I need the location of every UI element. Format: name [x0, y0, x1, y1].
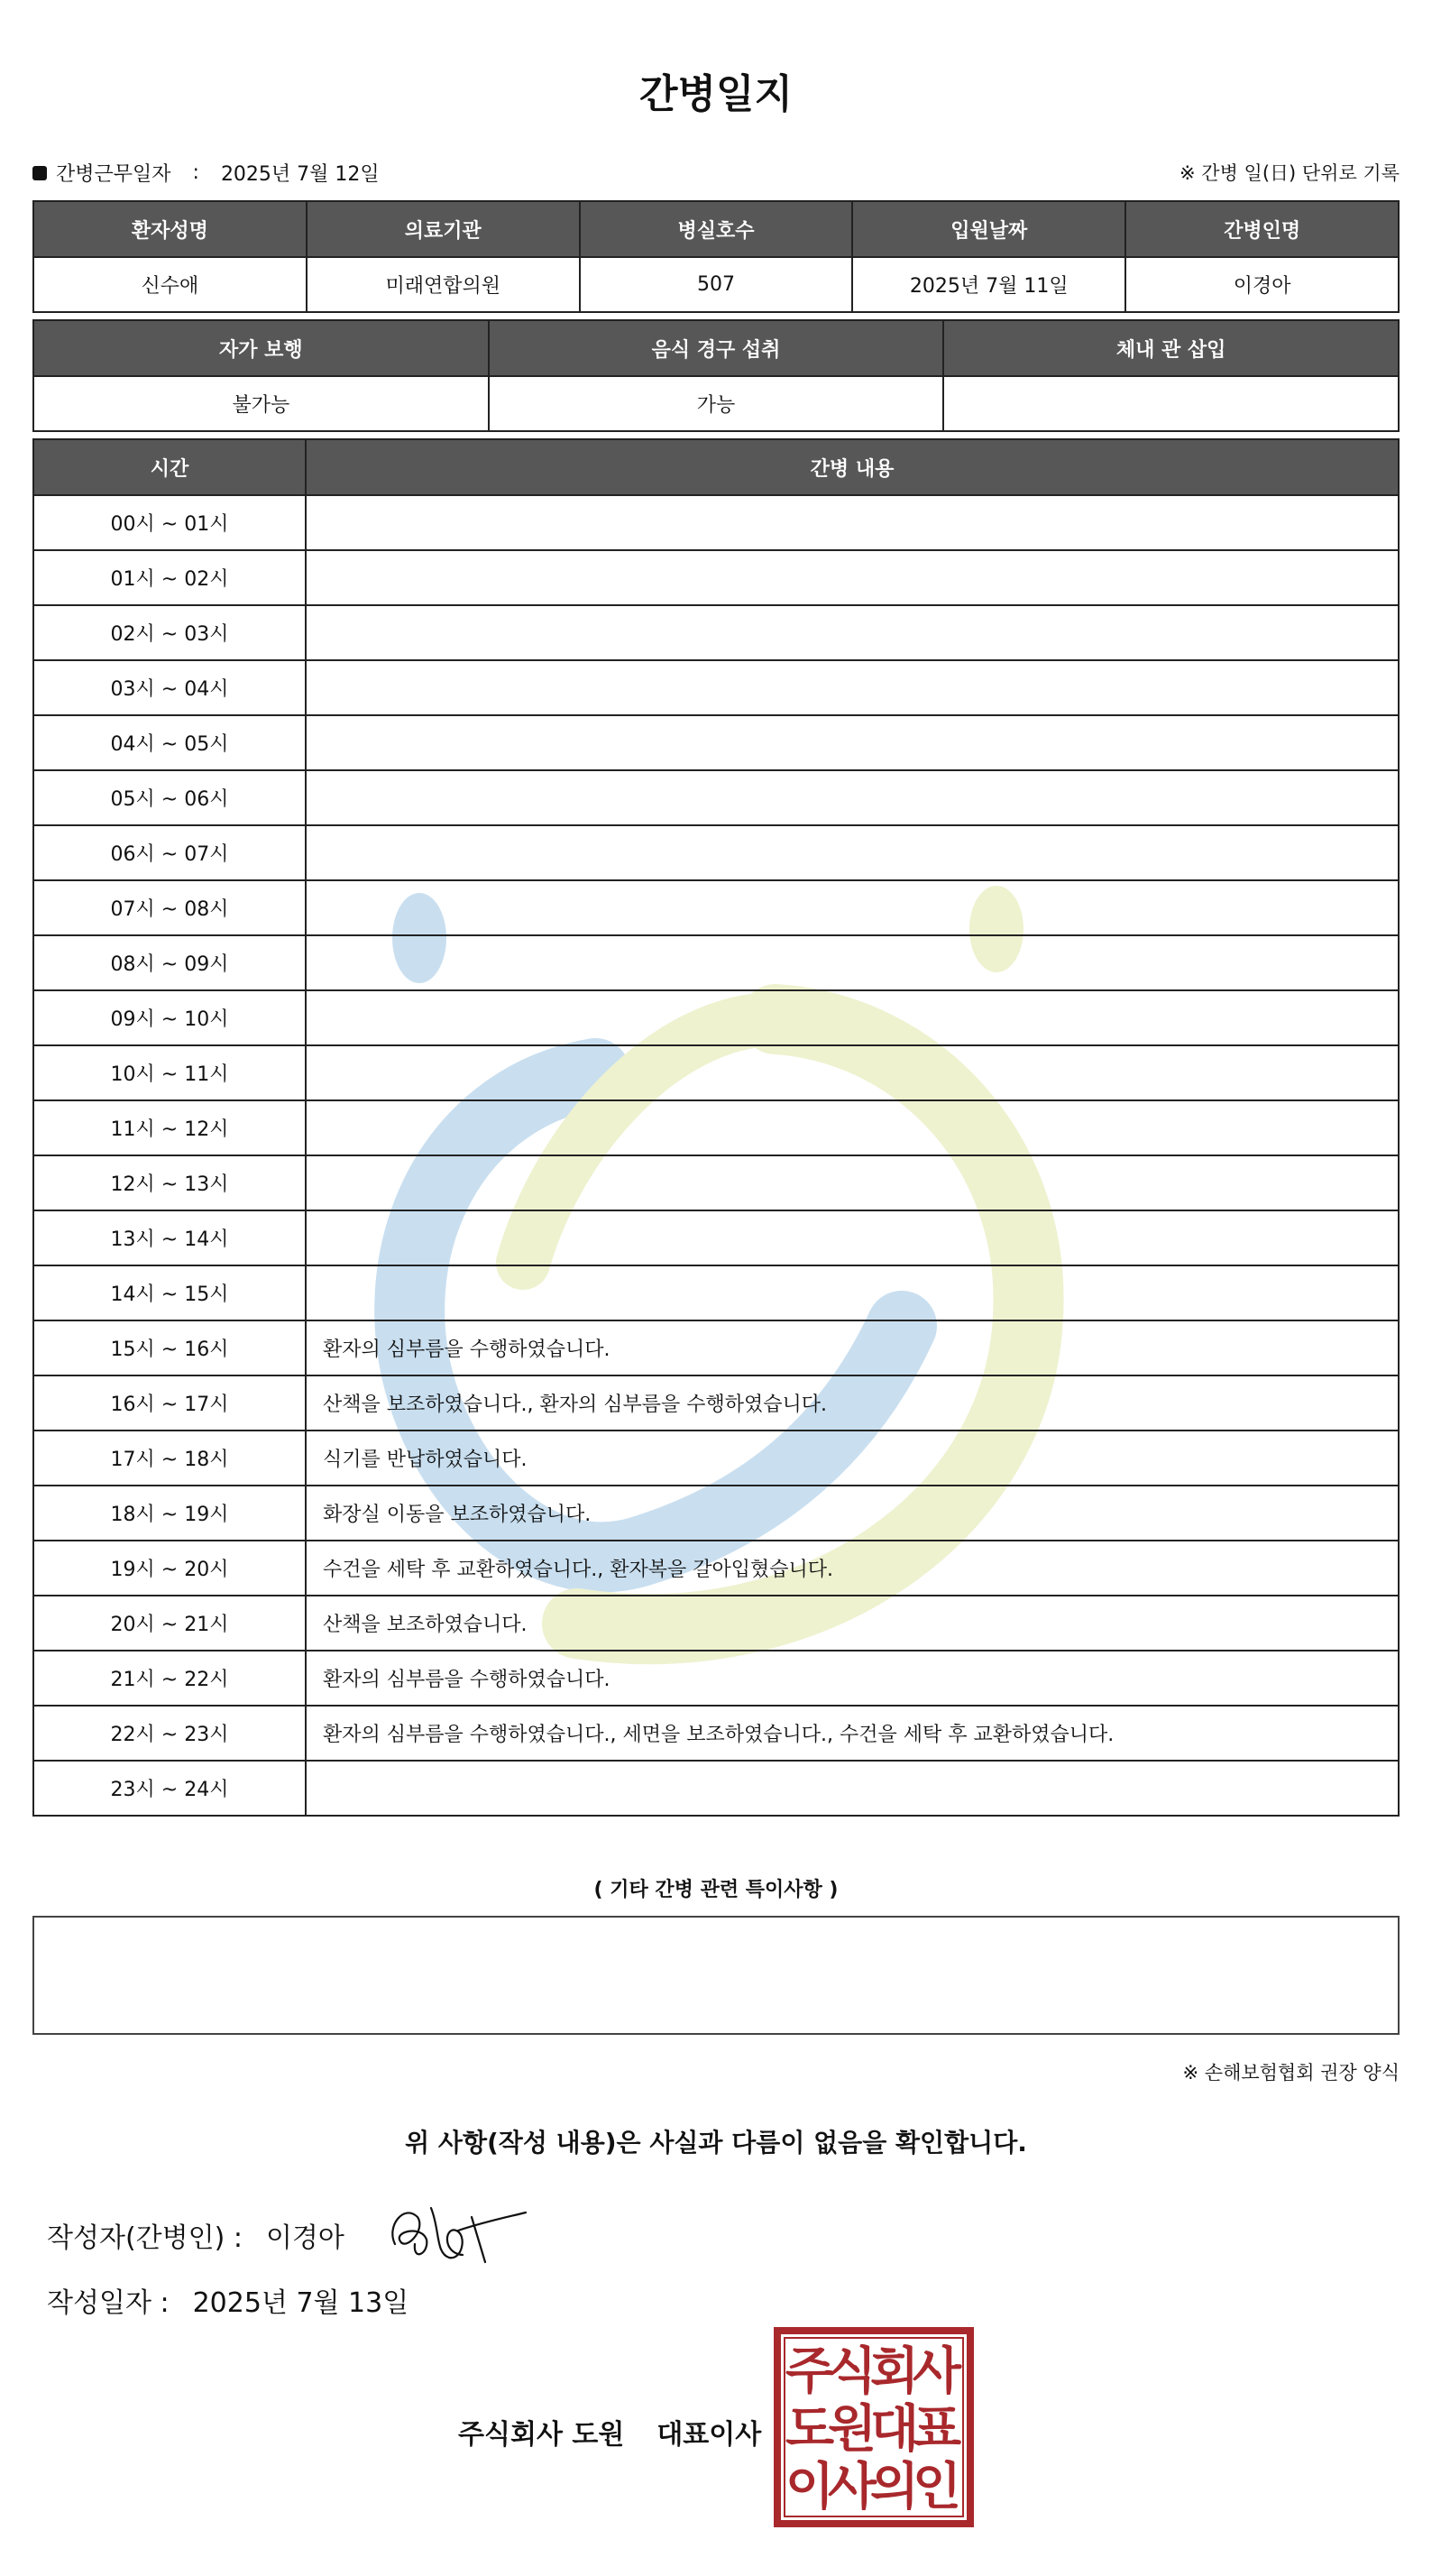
- care-content: [306, 660, 1399, 715]
- care-log-table: [32, 438, 1400, 1817]
- care-content: [306, 1045, 1399, 1100]
- table-row: [33, 1265, 1399, 1320]
- seal-character: 주: [785, 2342, 835, 2401]
- time-slot: 08시 ~ 09시: [33, 935, 306, 990]
- patient-name: 신수애: [33, 257, 307, 312]
- company-title: 대표이사: [656, 2419, 762, 2451]
- table-row: [33, 935, 1399, 990]
- time-slot: 13시 ~ 14시: [33, 1210, 306, 1265]
- time-slot: 18시 ~ 19시: [33, 1486, 306, 1541]
- care-content: 수건을 세탁 후 교환하였습니다., 환자복을 갈아입혔습니다.: [306, 1541, 1399, 1596]
- care-content: [306, 935, 1399, 990]
- square-bullet-icon: [32, 166, 47, 180]
- self-walking-value: 불가능: [33, 376, 489, 431]
- time-slot: 11시 ~ 12시: [33, 1100, 306, 1155]
- time-slot: 03시 ~ 04시: [33, 660, 306, 715]
- table-row: [33, 880, 1399, 935]
- room-number: 507: [580, 257, 853, 312]
- time-slot: 17시 ~ 18시: [33, 1431, 306, 1486]
- care-content: [306, 1155, 1399, 1210]
- time-slot: 09시 ~ 10시: [33, 990, 306, 1045]
- special-notes-box: [32, 1916, 1400, 2035]
- company-seal-stamp: [774, 2327, 974, 2527]
- time-slot: 12시 ~ 13시: [33, 1155, 306, 1210]
- care-content: [306, 495, 1399, 550]
- table-row: [33, 1431, 1399, 1486]
- table-row: [33, 1210, 1399, 1265]
- header-caregiver-name: 간병인명: [1125, 201, 1399, 257]
- tube-insertion-value: [943, 376, 1399, 431]
- table-row: [33, 1320, 1399, 1375]
- oral-intake-value: 가능: [489, 376, 944, 431]
- care-content: [306, 1100, 1399, 1155]
- writer-line: [47, 2215, 344, 2255]
- page-title: 간병일지: [638, 71, 793, 117]
- table-row: [33, 1375, 1399, 1431]
- table-row: [33, 1596, 1399, 1651]
- seal-character: 사: [827, 2458, 877, 2516]
- table-row: [33, 1486, 1399, 1541]
- time-slot: 07시 ~ 08시: [33, 880, 306, 935]
- work-date-value: 2025년 7월 12일: [220, 163, 380, 186]
- seal-character: 인: [912, 2458, 962, 2516]
- seal-character: 사: [912, 2342, 962, 2401]
- care-content: [306, 990, 1399, 1045]
- header-room-number: 병실호수: [580, 201, 853, 257]
- header-medical-institution: 의료기관: [307, 201, 580, 257]
- header-self-walking: 자가 보행: [33, 320, 489, 376]
- patient-info-value-row: [33, 257, 1399, 312]
- company-line: [458, 2412, 761, 2452]
- header-patient-name: 환자성명: [33, 201, 307, 257]
- work-date-label: 간병근무일자: [56, 163, 171, 186]
- header-tube-insertion: 체내 관 삽입: [943, 320, 1399, 376]
- seal-character: 원: [827, 2400, 877, 2459]
- table-row: [33, 1541, 1399, 1596]
- table-row: [33, 1045, 1399, 1100]
- care-content: 산책을 보조하였습니다.: [306, 1596, 1399, 1651]
- care-content: 환자의 심부름을 수행하였습니다.: [306, 1651, 1399, 1706]
- care-content: 환자의 심부름을 수행하였습니다.: [306, 1320, 1399, 1375]
- handwritten-signature: [377, 2190, 530, 2271]
- time-slot: 19시 ~ 20시: [33, 1541, 306, 1596]
- seal-character: 이: [785, 2458, 835, 2516]
- work-date-colon: :: [192, 161, 199, 184]
- care-content: [306, 770, 1399, 825]
- care-content: [306, 605, 1399, 660]
- patient-status-value-row: [33, 376, 1399, 431]
- time-slot: 14시 ~ 15시: [33, 1265, 306, 1320]
- care-content: [306, 1761, 1399, 1816]
- table-row: [33, 1706, 1399, 1761]
- work-date-line: [32, 159, 380, 187]
- table-row: [33, 495, 1399, 550]
- caregiver-name: 이경아: [1125, 257, 1399, 312]
- table-row: [33, 990, 1399, 1045]
- confirmation-statement: 위 사항(작성 내용)은 사실과 다름이 없음을 확인합니다.: [405, 2128, 1027, 2157]
- time-slot: 22시 ~ 23시: [33, 1706, 306, 1761]
- care-log-body: [33, 495, 1399, 1816]
- table-row: [33, 605, 1399, 660]
- seal-character: 대: [869, 2400, 920, 2459]
- admission-date: 2025년 7월 11일: [852, 257, 1125, 312]
- table-row: [33, 550, 1399, 605]
- time-slot: 20시 ~ 21시: [33, 1596, 306, 1651]
- time-slot: 23시 ~ 24시: [33, 1761, 306, 1816]
- time-slot: 00시 ~ 01시: [33, 495, 306, 550]
- time-slot: 06시 ~ 07시: [33, 825, 306, 880]
- care-content: [306, 1210, 1399, 1265]
- company-name: 주식회사 도원: [458, 2419, 625, 2451]
- header-oral-intake: 음식 경구 섭취: [489, 320, 944, 376]
- seal-character: 의: [869, 2458, 920, 2516]
- time-slot: 04시 ~ 05시: [33, 715, 306, 770]
- patient-info-header-row: [33, 201, 1399, 257]
- care-content: [306, 715, 1399, 770]
- table-row: [33, 660, 1399, 715]
- table-row: [33, 825, 1399, 880]
- header-care-content: 간병 내용: [306, 439, 1399, 495]
- form-source-note: ※ 손해보험협회 권장 양식: [1182, 2062, 1400, 2084]
- written-date-label: 작성일자 :: [47, 2287, 170, 2319]
- table-row: [33, 1155, 1399, 1210]
- seal-character: 표: [912, 2400, 962, 2459]
- seal-character: 식: [827, 2342, 877, 2401]
- time-slot: 10시 ~ 11시: [33, 1045, 306, 1100]
- written-date-value: 2025년 7월 13일: [192, 2287, 409, 2319]
- care-log-header-row: [33, 439, 1399, 495]
- table-row: [33, 1761, 1399, 1816]
- header-admission-date: 입원날짜: [852, 201, 1125, 257]
- care-content: 식기를 반납하였습니다.: [306, 1431, 1399, 1486]
- care-content: [306, 880, 1399, 935]
- patient-status-header-row: [33, 320, 1399, 376]
- header-time: 시간: [33, 439, 306, 495]
- time-slot: 16시 ~ 17시: [33, 1375, 306, 1431]
- medical-institution: 미래연합의원: [307, 257, 580, 312]
- table-row: [33, 1651, 1399, 1706]
- time-slot: 05시 ~ 06시: [33, 770, 306, 825]
- special-notes-title: ( 기타 간병 관련 특이사항 ): [593, 1879, 839, 1901]
- care-content: [306, 1265, 1399, 1320]
- time-slot: 15시 ~ 16시: [33, 1320, 306, 1375]
- time-slot: 01시 ~ 02시: [33, 550, 306, 605]
- table-row: [33, 1100, 1399, 1155]
- care-content: [306, 825, 1399, 880]
- record-unit-note: ※ 간병 일(日) 단위로 기록: [1180, 162, 1400, 184]
- patient-info-table: [32, 200, 1400, 313]
- table-row: [33, 770, 1399, 825]
- seal-character: 도: [785, 2400, 835, 2459]
- care-content: 산책을 보조하였습니다., 환자의 심부름을 수행하였습니다.: [306, 1375, 1399, 1431]
- care-content: [306, 550, 1399, 605]
- time-slot: 02시 ~ 03시: [33, 605, 306, 660]
- written-date-line: [47, 2280, 408, 2320]
- time-slot: 21시 ~ 22시: [33, 1651, 306, 1706]
- care-content: 환자의 심부름을 수행하였습니다., 세면을 보조하였습니다., 수건을 세탁 후 교환하였습니다.: [306, 1706, 1399, 1761]
- seal-character: 회: [869, 2342, 920, 2401]
- writer-label: 작성자(간병인) :: [47, 2222, 243, 2254]
- care-content: 화장실 이동을 보조하였습니다.: [306, 1486, 1399, 1541]
- writer-name: 이경아: [265, 2222, 344, 2254]
- table-row: [33, 715, 1399, 770]
- patient-status-table: [32, 319, 1400, 432]
